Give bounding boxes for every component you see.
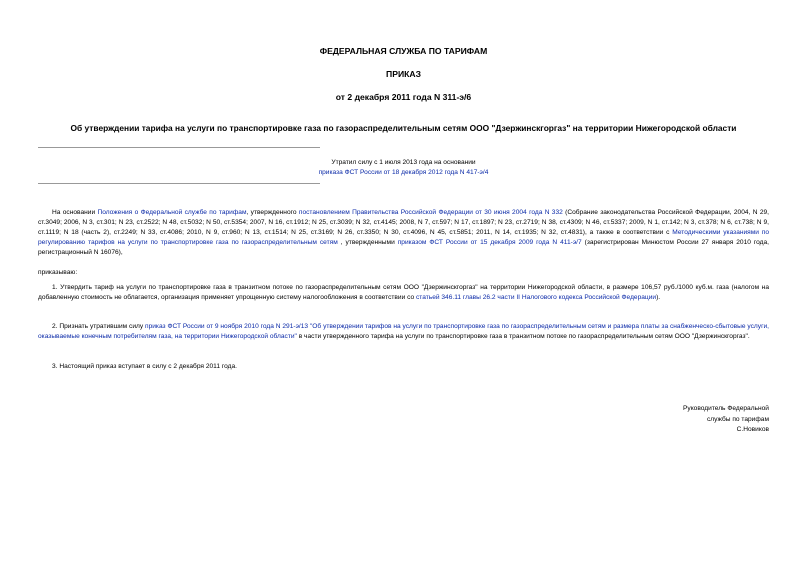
item-1-end: ). <box>656 294 661 302</box>
preamble-paragraph <box>38 208 769 258</box>
divider-bottom <box>38 183 320 184</box>
item-2-paragraph <box>38 322 769 342</box>
link-regulation-fst[interactable]: Положения о Федеральной службе по тарифам <box>97 209 247 216</box>
signature-position-2: службы по тарифам <box>706 415 769 423</box>
signature-block <box>549 404 769 436</box>
link-fst-order-411[interactable]: приказом ФСТ России от 15 декабря 2009 года N 411-э/7 <box>397 239 582 247</box>
preamble-text-5: (зарегистрирован Минюстом России 27 января 2010 года, регистрационный N 16076), <box>38 239 769 257</box>
preamble-text-1: На основании <box>52 209 98 216</box>
document-title: Об утверждении тарифа на услуги по транспортировке газа по газораспределительным сетям ООО "Дзержинскгоргаз" на территории Нижегородской области <box>70 123 737 133</box>
order-word: приказываю: <box>38 269 78 276</box>
item-2-end: в части утвержденного тарифа на услуги по транспортировке газа в транзитном потоке по газораспределительным сетям ООО "Дзержинскгоргаз". <box>296 333 750 341</box>
preamble-text-2: , утвержденного <box>246 209 299 216</box>
item-1-paragraph <box>38 283 769 303</box>
preamble-text-3: (Собрание законодательства Российской Федерации, 2004, N 29, ст.3049; 2006, N 3, ст.301; N 23, ст.2522; N 48, ст.5032; N 50, ст.5354; 2007, N 16, ст.1912; N 25, ст.3039; N 32, ст.4145; 2008, N 7, ст.597; N 17, ст.1897; N 23, ст.2719; N 38, ст.4309; N 46, ст.5337; 2009, N 1, ст.142; N 3, ст.378; N 6, ст.738; N 9, ст.1119; N 18 (часть 2), ст.2249; N 33, ст.4086; 2010, N 9, ст.960; N 13, ст.1514; N 25, ст.3169; N 26, ст.3350; N 30, ст.4096, N 45, ст.5851; 2011, N 14, ст.1935; N 32, ст.4831), а также в соответствии с <box>38 209 769 237</box>
status-note-text: Утратил силу с 1 июля 2013 года на основании <box>331 159 476 166</box>
item-2-text: 2. Признать утратившим силу <box>52 323 146 330</box>
agency-heading: ФЕДЕРАЛЬНАЯ СЛУЖБА ПО ТАРИФАМ <box>319 46 488 56</box>
signature-name: С.Новиков <box>736 426 769 434</box>
doc-type-heading: ПРИКАЗ <box>386 69 421 79</box>
signature-position-1: Руководитель Федеральной <box>683 405 769 412</box>
status-note-link[interactable]: приказа ФСТ России от 18 декабря 2012 года N 417-э/4 <box>318 168 489 176</box>
item-1-text: 1. Утвердить тариф на услуги по транспортировке газа в транзитном потоке по газораспределительным сетям ООО "Дзержинскгоргаз" на территории Нижегородской области, в размере 106,57 руб./1000 куб.м. газа (налогом на добавленную стоимость не облагается, организация применяет упрощенную систему налогообложения в соответствии со <box>38 284 769 302</box>
link-government-decree[interactable]: постановлением Правительства Российской Федерации от 30 июня 2004 года N 332 <box>298 209 563 216</box>
link-fst-order-291[interactable]: приказ ФСТ России от 9 ноября 2010 года N 291-э/13 "Об утверждении тарифов на услуги по транспортировке газа по газораспределительным сетям и размера платы за снабженческо-сбытовые услуги, оказываемые конечным потребителям газа, на территории Нижегородской области" <box>38 323 769 341</box>
divider-top <box>38 147 320 148</box>
preamble-text-4: , утвержденными <box>337 239 398 247</box>
status-note <box>0 158 807 178</box>
link-tax-code-article[interactable]: статьей 346.11 главы 26.2 части II Налогового кодекса Российской Федерации <box>415 294 657 302</box>
date-number-heading: от 2 декабря 2011 года N 311-э/6 <box>335 92 472 102</box>
link-methodical-guidelines[interactable]: Методическими указаниями по регулированию тарифов на услуги по транспортировке газа по газораспределительным сетям <box>38 229 770 247</box>
item-3-paragraph: 3. Настоящий приказ вступает в силу с 2 декабря 2011 года. <box>52 363 237 370</box>
